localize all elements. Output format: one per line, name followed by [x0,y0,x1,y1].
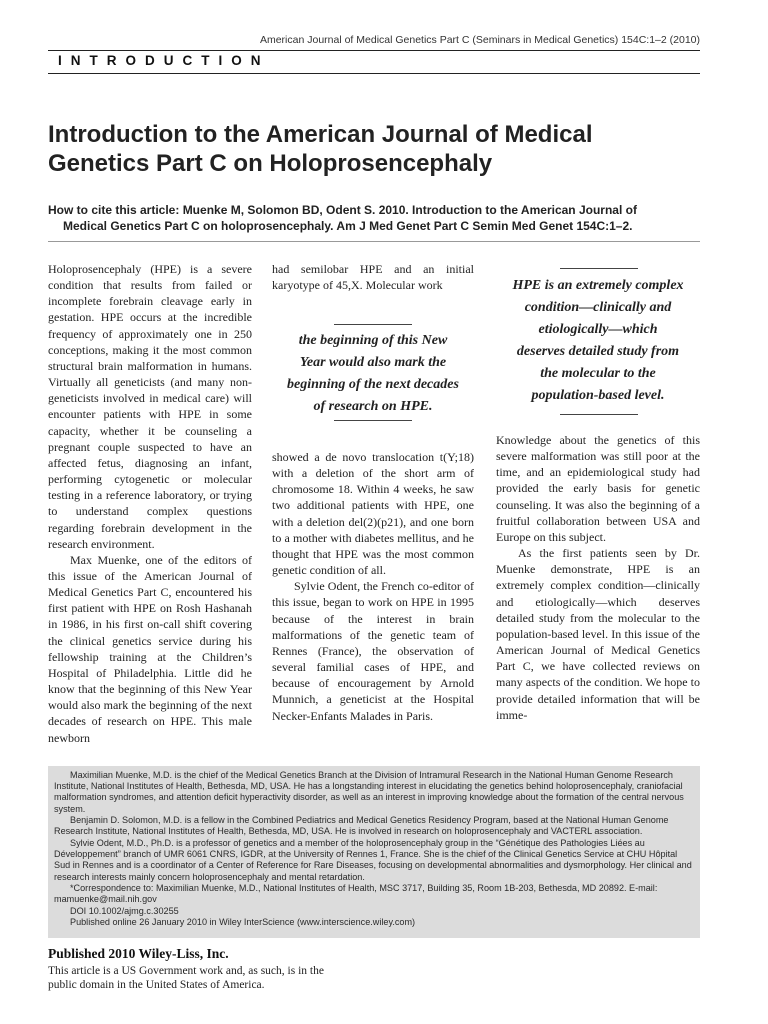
pull-quote-line: the molecular to the [540,366,656,381]
author-note: Benjamin D. Solomon, M.D. is a fellow in the Combined Pediatrics and Medical Genetics Residency Program, based at the National Human Genome Research Institute, National Institutes of Health, Bethesda, MD, USA. He is involved in research on holoprosencephaly and VACTERL association. [54,815,669,837]
pull-quote-1 [272,330,474,418]
paragraph: Holoprosencephaly (HPE) is a severe condition that results from failed or incomplete forebrain cleavage early in gestation. HPE occurs at the incredible frequency of approximately one in 250 conceptions, making it the most common structural brain malformation in humans. Virtually all geneticists (and many non-geneticists involved in medical care) will encounter patients with HPE in some capacity, whether it be counseling a pregnant couple suspected to have an affected fetus, diagnosing an infant, performing cytogenetic or molecular testing in a reference laboratory, or trying to understand complex questions regarding forebrain development in the research environment. [48,262,252,551]
doi-note: DOI 10.1002/ajmg.c.30255 [70,906,179,916]
paragraph: As the first patients seen by Dr. Muenke demonstrate, HPE is an extremely complex condition—clinically and etiologically—which deserves detailed study from the molecular to the population-based level. In this issue of the American Journal of Medical Genetics Part C, we have collected reviews on many aspects of the condition. We hope to provide detailed information that will be imme- [496,546,700,722]
pull-quote-line: the beginning of this New [298,333,448,348]
publisher-line: Published 2010 Wiley-Liss, Inc. [48,946,229,961]
paragraph: Max Muenke, one of the editors of this issue of the American Journal of Medical Genetics Part C, encountered his first patient with HPE on Rosh Hashanah in 1986, in his first on-call shift covering the clinical genetics service during his fellowship training at the Children’s Hospital of Philadelphia. Little did he know that the beginning of this New Year would also mark the beginning of the next decades of research on HPE. This male newborn [48,552,252,745]
section-bar [48,50,700,74]
author-note: Maximilian Muenke, M.D. is the chief of the Medical Genetics Branch at the Division of Intramural Research in the National Human Genome Research Institute, National Institutes of Health, Bethesda, MD, USA. He has a longstanding interest in elucidating the genetics behind holoprosencephaly, craniofacial malformation syndromes, and attention deficit hyperactivity disorder, as well as an interest in improving knowledge about the formation of the central nervous system. [54,770,684,814]
title-line: Genetics Part C on Holoprosencephaly [48,150,493,177]
article-title [48,120,708,178]
header-rule [48,241,700,242]
pull-quote-line: condition—clinically and [524,300,672,315]
pull-quote-line: of research on HPE. [313,399,433,414]
pull-quote-rule [334,420,412,421]
public-domain-note: This article is a US Government work and, as such, is in the public domain in the United States of America. [48,965,324,991]
pull-quote-2 [496,275,700,407]
author-note: Sylvie Odent, M.D., Ph.D. is a professor of genetics and a member of the holoprosencephaly group in the “Génétique des Pathologies Liées au Développement” branch of UMR 6061 CNRS, IGDR, at the University of Rennes 1, France. She is the chief of the Clinical Genetics Service at CHU Hôpital Sud in Rennes and is a coordinator of a Center of Reference for Rare Diseases, focusing on developmental abnormalities and dysmorphology. Her clinical and research interests mainly concern holoprosencephaly and mental retardation. [54,838,692,882]
pull-quote-rule [560,414,638,415]
pull-quote-rule [560,268,638,269]
paragraph: Sylvie Odent, the French co-editor of this issue, began to work on HPE in 1995 because of the interest in brain malformations of the genetic team of Rennes (France), the observation of several familial cases of HPE, and because of encouragement by Arnold Munnich, a geneticist at the Hospital Necker-Enfants Malades in Paris. [272,579,474,723]
pull-quote-rule [334,324,412,325]
correspondence-note: *Correspondence to: Maximilian Muenke, M.D., National Institutes of Health, MSC 3717, Building 35, Room 1B-203, Bethesda, MD 20892. E-mail: mamuenke@mail.nih.gov [54,883,658,905]
pull-quote-line: deserves detailed study from [516,344,680,359]
column-1 [48,261,252,746]
paragraph: had semilobar HPE and an initial karyotype of 45,X. Molecular work [272,262,474,293]
paragraph: showed a de novo translocation t(Y;18) with a deletion of the short arm of chromosome 18. Within 4 weeks, he saw two additional patients with HPE, one with a deletion del(2)(p21), and one born to a mother with diabetes mellitus, and he thought that HPE was the most common genetic condition of all. [272,450,474,578]
citation-line: Medical Genetics Part C on holoprosencephaly. Am J Med Genet Part C Semin Med Genet 154C:1–2. [63,219,633,233]
paragraph: Knowledge about the genetics of this severe malformation was still poor at the time, and an epidemiological study had provided the early basis for genetic counseling. It was also the beginning of a fruitful collaboration between USA and Europe on this subject. [496,433,700,544]
section-label: INTRODUCTION [58,53,270,68]
title-line: Introduction to the American Journal of Medical [48,121,593,148]
column-2-bottom [272,449,474,724]
author-notes-box [48,766,700,938]
pull-quote-line: etiologically—which [538,322,658,337]
column-3 [496,432,700,723]
published-online-note: Published online 26 January 2010 in Wiley InterScience (www.interscience.wiley.com) [70,917,416,927]
column-2-top [272,261,474,293]
citation [48,202,708,234]
citation-line: How to cite this article: Muenke M, Solomon BD, Odent S. 2010. Introduction to the American Journal of [48,203,637,217]
pull-quote-line: beginning of the next decades [287,377,459,392]
pull-quote-line: population-based level. [531,388,665,403]
running-head: American Journal of Medical Genetics Part C (Seminars in Medical Genetics) 154C:1–2 (2010) [259,34,700,46]
pull-quote-line: Year would also mark the [299,355,447,370]
pull-quote-line: HPE is an extremely complex [512,278,684,293]
